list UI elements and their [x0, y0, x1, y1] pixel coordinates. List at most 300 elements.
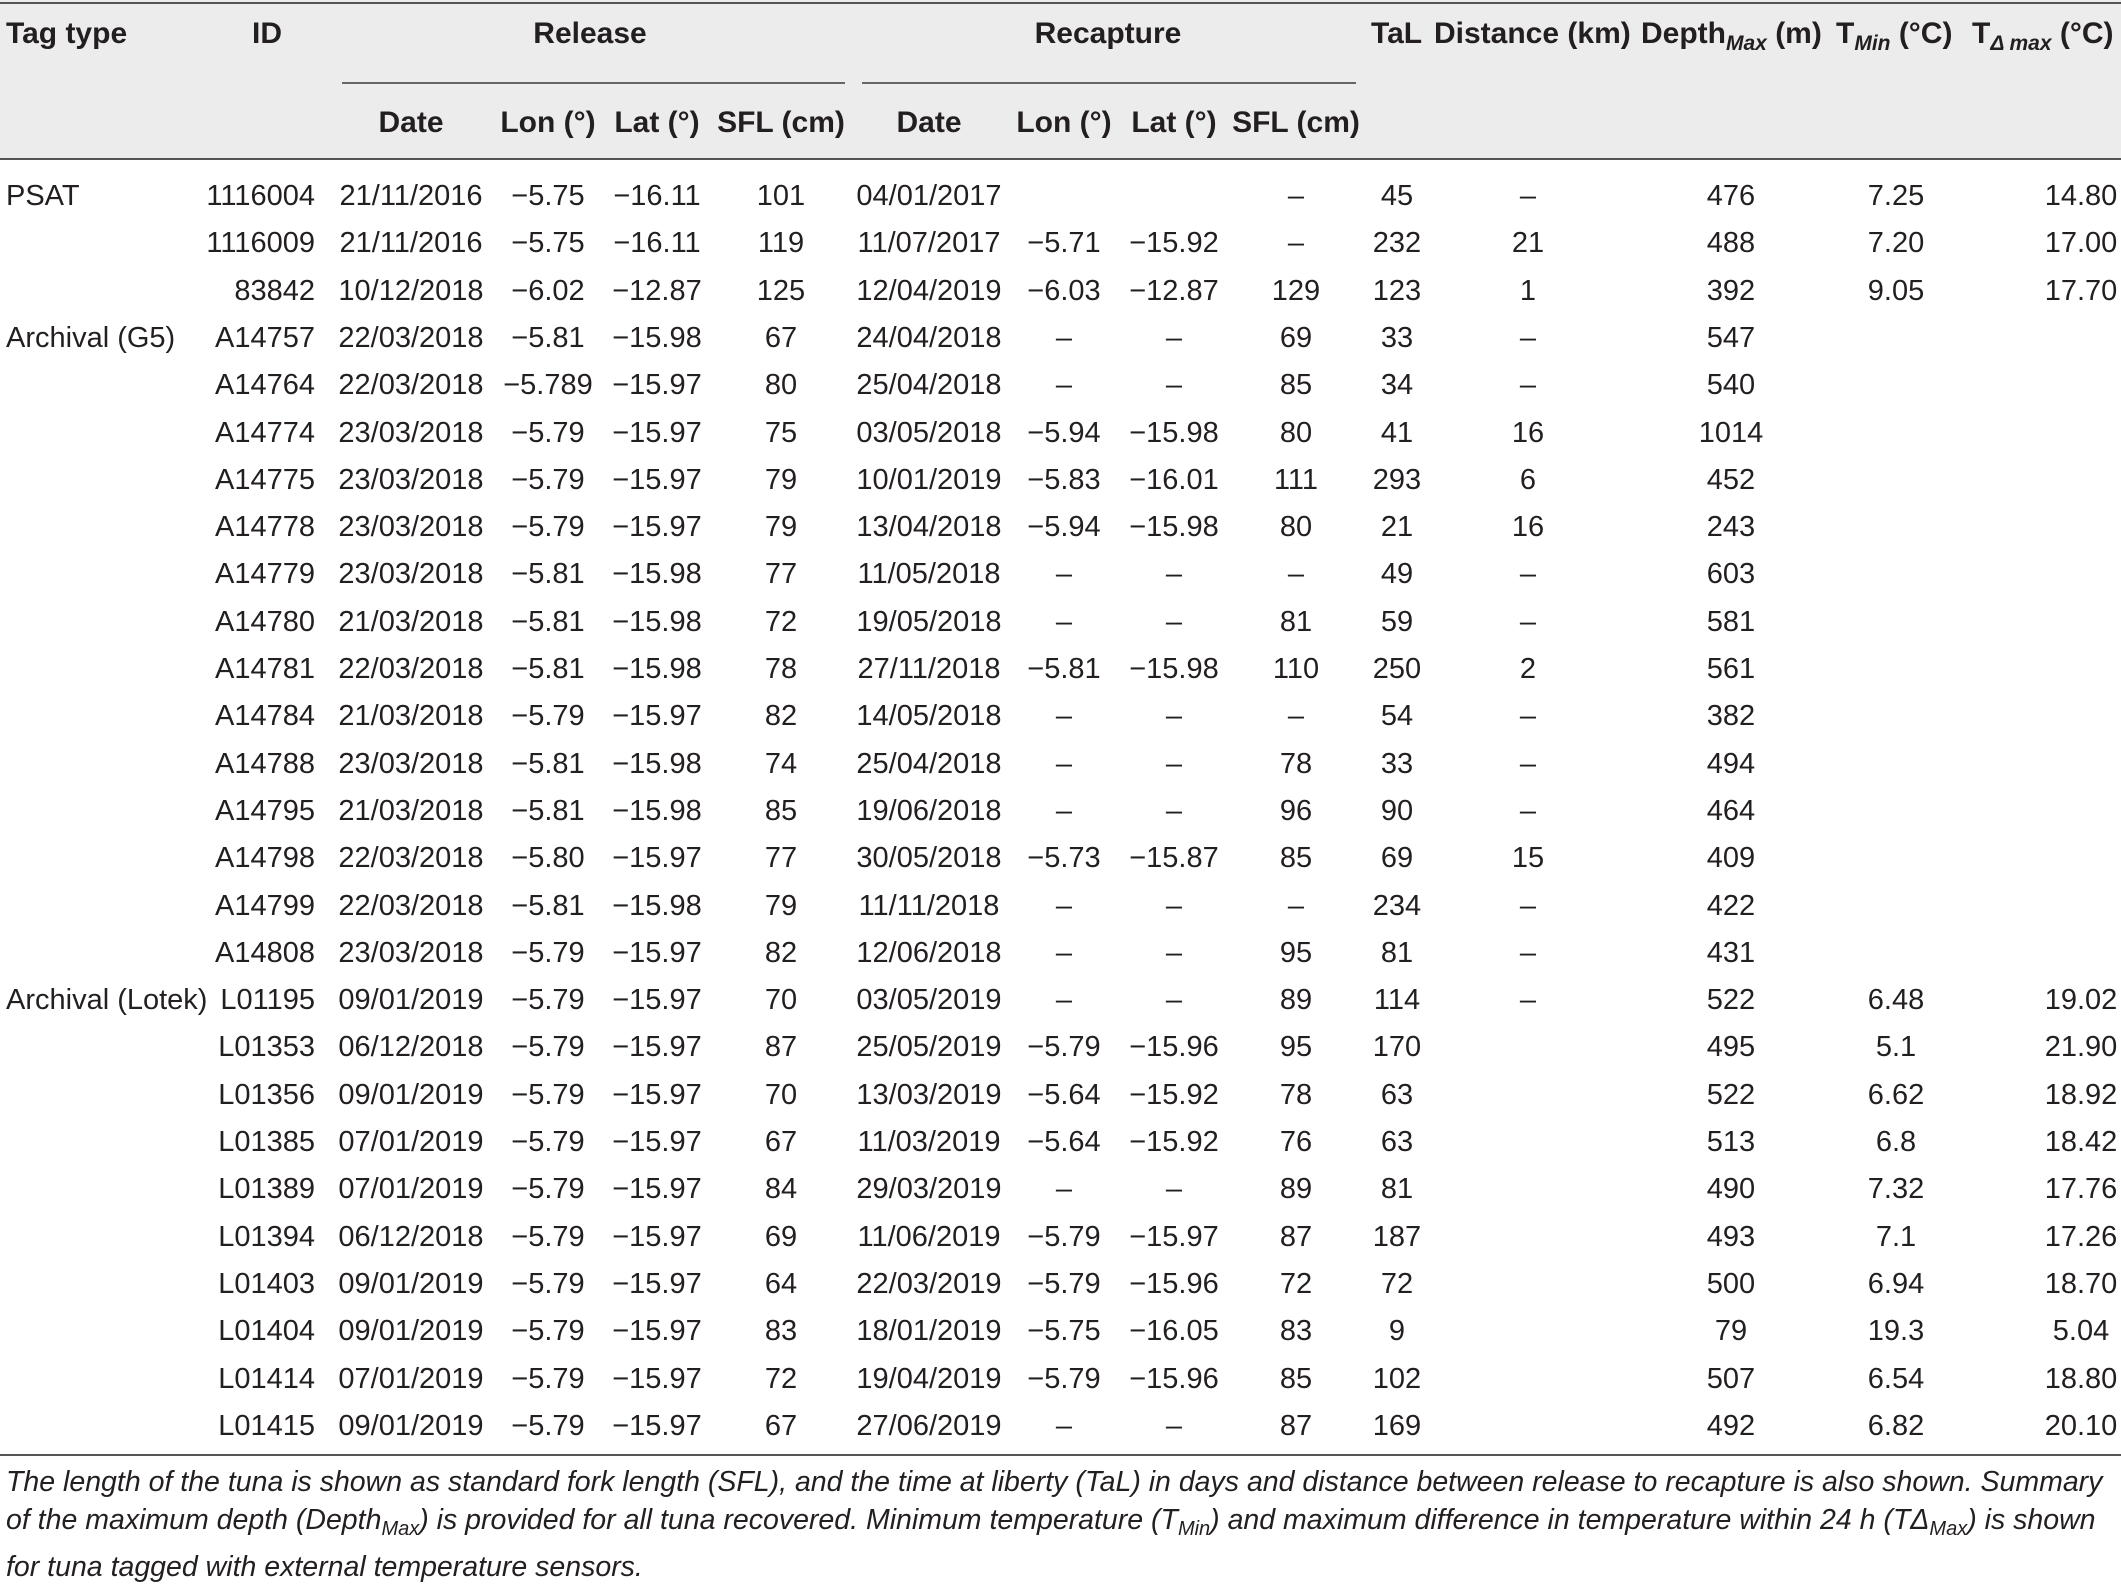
table-row — [0, 976, 2121, 1023]
cell-id: L01195 — [220, 984, 315, 1017]
cell-release-lon: −5.79 — [511, 1220, 585, 1253]
cell-recapture-date: 11/11/2018 — [858, 889, 1000, 922]
cell-tal: 9 — [1388, 1315, 1406, 1348]
table-row — [0, 1165, 2121, 1212]
cell-depth-max: 561 — [1706, 653, 1756, 685]
cell-release-sfl: 79 — [764, 889, 798, 922]
header-release-sfl: SFL (cm) — [717, 106, 845, 139]
cell-tal: 170 — [1372, 1031, 1422, 1064]
cell-depth-max: 547 — [1706, 321, 1756, 354]
cell-recapture-sfl: 80 — [1279, 511, 1313, 544]
cell-recapture-sfl: – — [1287, 700, 1305, 733]
cell-recapture-lon: – — [1055, 321, 1073, 354]
cell-recapture-lon: – — [1055, 369, 1073, 402]
table-row — [0, 1213, 2121, 1260]
cell-release-date: 21/11/2016 — [339, 180, 483, 212]
cell-depth-max: 476 — [1706, 180, 1756, 212]
cell-depth-max: 493 — [1706, 1220, 1756, 1253]
cell-t-delta-max: 17.00 — [2044, 227, 2118, 260]
cell-recapture-sfl: 81 — [1279, 605, 1313, 638]
cell-id: A14775 — [215, 463, 315, 496]
cell-release-sfl: 79 — [764, 463, 798, 496]
cell-recapture-date: 19/05/2018 — [856, 605, 1002, 638]
cell-recapture-date: 29/03/2019 — [856, 1173, 1002, 1206]
cell-release-sfl: 83 — [764, 1315, 798, 1348]
cell-release-sfl: 74 — [764, 747, 798, 780]
cell-recapture-lon: −5.79 — [1027, 1220, 1101, 1253]
cell-release-lon: −5.81 — [511, 794, 585, 827]
cell-recapture-lat: – — [1165, 794, 1183, 827]
cell-recapture-lon: −5.79 — [1027, 1031, 1101, 1064]
cell-release-date: 07/01/2019 — [338, 1362, 484, 1395]
cell-depth-max: 382 — [1706, 700, 1756, 733]
cell-recapture-lon: – — [1055, 1173, 1073, 1206]
cell-release-lat: −15.98 — [612, 653, 702, 685]
cell-recapture-sfl: 80 — [1279, 416, 1313, 449]
cell-recapture-lat: – — [1165, 1409, 1183, 1442]
cell-release-lat: −15.97 — [612, 1078, 702, 1111]
cell-recapture-date: 11/06/2019 — [857, 1220, 1001, 1253]
cell-release-sfl: 82 — [764, 936, 798, 969]
cell-recapture-lon: – — [1055, 747, 1073, 780]
cell-t-min: 19.3 — [1867, 1315, 1925, 1348]
cell-release-sfl: 67 — [764, 1409, 798, 1442]
cell-recapture-sfl: 85 — [1279, 842, 1313, 875]
cell-distance: – — [1519, 558, 1537, 591]
cell-release-lon: −6.02 — [511, 274, 585, 307]
cell-distance: 6 — [1519, 463, 1537, 496]
cell-depth-max: 452 — [1706, 463, 1756, 496]
cell-recapture-lat: – — [1165, 605, 1183, 638]
cell-recapture-sfl: 95 — [1279, 1031, 1313, 1064]
cell-release-lat: −16.11 — [613, 180, 701, 212]
cell-t-min: 7.1 — [1875, 1220, 1917, 1253]
cell-tal: 114 — [1373, 984, 1421, 1017]
cell-release-date: 23/03/2018 — [338, 747, 484, 780]
cell-release-lon: −5.81 — [511, 605, 585, 638]
cell-id: L01394 — [218, 1220, 315, 1253]
cell-release-date: 09/01/2019 — [338, 1078, 484, 1111]
cell-id: A14757 — [215, 321, 315, 354]
cell-distance: 21 — [1511, 227, 1545, 260]
cell-release-lon: −5.79 — [511, 700, 585, 733]
cell-release-lat: −15.97 — [612, 369, 702, 402]
cell-depth-max: 522 — [1706, 984, 1756, 1017]
cell-release-lon: −5.80 — [511, 842, 585, 875]
cell-tal: 169 — [1372, 1409, 1422, 1442]
cell-tal: 187 — [1372, 1220, 1422, 1253]
cell-release-lat: −15.97 — [612, 1173, 702, 1206]
cell-depth-max: 392 — [1706, 274, 1756, 307]
cell-release-lon: −5.81 — [511, 321, 585, 354]
cell-depth-max: 495 — [1706, 1031, 1756, 1064]
cell-t-min: 6.82 — [1867, 1409, 1925, 1442]
cell-release-sfl: 64 — [764, 1267, 798, 1300]
cell-release-lat: −15.97 — [612, 1362, 702, 1395]
cell-tal: 34 — [1380, 369, 1414, 402]
cell-release-sfl: 101 — [756, 180, 806, 212]
cell-release-sfl: 72 — [764, 605, 798, 638]
cell-recapture-sfl: 96 — [1279, 794, 1313, 827]
cell-recapture-lon: −5.71 — [1027, 227, 1101, 260]
table-row — [0, 740, 2121, 787]
header-tag-type: Tag type — [6, 17, 128, 50]
cell-tal: 33 — [1380, 321, 1414, 354]
table-row — [0, 645, 2121, 692]
cell-depth-max: 243 — [1706, 511, 1756, 544]
cell-release-lat: −15.98 — [612, 558, 702, 591]
cell-recapture-lat: −15.96 — [1129, 1267, 1219, 1300]
cell-recapture-date: 11/05/2018 — [857, 558, 1001, 591]
cell-tal: 63 — [1380, 1078, 1414, 1111]
cell-release-sfl: 67 — [764, 1126, 798, 1158]
cell-t-min: 6.54 — [1867, 1362, 1925, 1395]
cell-release-lat: −15.98 — [612, 747, 702, 780]
cell-release-sfl: 87 — [764, 1031, 798, 1064]
cell-tal: 41 — [1380, 416, 1414, 449]
cell-recapture-sfl: – — [1287, 180, 1305, 212]
cell-release-date: 23/03/2018 — [338, 558, 484, 591]
cell-release-sfl: 77 — [764, 842, 798, 875]
cell-t-min: 5.1 — [1875, 1031, 1917, 1064]
cell-release-lat: −15.97 — [612, 463, 702, 496]
cell-release-date: 09/01/2019 — [338, 984, 484, 1017]
header-release-date: Date — [378, 106, 444, 139]
cell-depth-max: 492 — [1706, 1409, 1756, 1442]
cell-tal: 293 — [1372, 463, 1422, 496]
cell-depth-max: 409 — [1706, 842, 1756, 875]
cell-release-lat: −15.97 — [612, 936, 702, 969]
cell-t-min: 6.48 — [1867, 984, 1925, 1017]
cell-release-date: 22/03/2018 — [338, 321, 484, 354]
cell-recapture-sfl: 89 — [1279, 984, 1313, 1017]
cell-recapture-lon: −5.94 — [1027, 416, 1101, 449]
cell-release-lon: −5.79 — [511, 984, 585, 1017]
header-recapture-date: Date — [896, 106, 962, 139]
cell-release-lon: −5.79 — [511, 936, 585, 969]
table-top-rule — [0, 2, 2121, 4]
cell-recapture-lat: – — [1165, 321, 1183, 354]
cell-recapture-lon: – — [1055, 605, 1073, 638]
header-release-lat: Lat (°) — [614, 106, 700, 139]
release-group-rule — [342, 82, 845, 84]
cell-depth-max: 494 — [1706, 747, 1756, 780]
cell-t-delta-max: 18.70 — [2044, 1267, 2118, 1300]
table-footnote: The length of the tuna is shown as standard fork length (SFL), and the time at liberty (TaL) in days and distance between release to recapture is also shown. Summary of the maximum depth (Depth$_{Max}$) is provided for all tuna recovered. Minimum temperature $(T_{Min})$ and maximum difference in temperature within 24 h $(T\Delta_{Max})$ is shown for tuna tagged with external temperature sensors. — [6, 1466, 2103, 1583]
cell-t-min: 7.32 — [1867, 1173, 1925, 1206]
cell-recapture-lat: −15.98 — [1129, 653, 1219, 685]
cell-recapture-sfl: – — [1287, 227, 1305, 260]
cell-depth-max: 522 — [1706, 1078, 1756, 1111]
cell-release-date: 21/03/2018 — [338, 794, 484, 827]
cell-distance: – — [1519, 794, 1537, 827]
cell-id: 83842 — [234, 274, 315, 307]
cell-distance: 1 — [1519, 274, 1537, 307]
cell-id: L01404 — [218, 1315, 315, 1348]
cell-recapture-date: 04/01/2017 — [856, 180, 1002, 212]
cell-recapture-lat: −16.01 — [1129, 463, 1219, 496]
cell-depth-max: 464 — [1706, 794, 1756, 827]
cell-recapture-date: 27/06/2019 — [856, 1409, 1002, 1442]
cell-release-sfl: 119 — [757, 227, 805, 260]
cell-release-sfl: 82 — [764, 700, 798, 733]
cell-recapture-date: 24/04/2018 — [856, 321, 1002, 354]
table-row — [0, 882, 2121, 929]
cell-recapture-lon: – — [1055, 889, 1073, 922]
cell-recapture-sfl: 78 — [1279, 747, 1313, 780]
cell-release-date: 07/01/2019 — [338, 1126, 484, 1158]
cell-t-delta-max: 19.02 — [2044, 984, 2118, 1017]
table-row — [0, 1355, 2121, 1402]
cell-tal: 33 — [1380, 747, 1414, 780]
cell-release-sfl: 70 — [764, 984, 798, 1017]
table-row — [0, 1023, 2121, 1070]
cell-distance: – — [1519, 321, 1537, 354]
cell-id: A14808 — [215, 936, 315, 969]
cell-recapture-date: 12/04/2019 — [856, 274, 1002, 307]
table-row — [0, 1307, 2121, 1354]
cell-release-sfl: 69 — [764, 1220, 798, 1253]
cell-recapture-lon: – — [1055, 700, 1073, 733]
cell-release-lon: −5.79 — [511, 511, 585, 544]
cell-release-date: 09/01/2019 — [338, 1409, 484, 1442]
cell-release-date: 21/03/2018 — [338, 700, 484, 733]
cell-recapture-lat: – — [1165, 558, 1183, 591]
cell-tag-type: Archival (G5) — [6, 321, 176, 354]
cell-recapture-date: 03/05/2018 — [856, 416, 1002, 449]
cell-tal: 234 — [1372, 889, 1422, 922]
cell-recapture-lon: −5.75 — [1027, 1315, 1101, 1348]
cell-recapture-lat: – — [1165, 1173, 1183, 1206]
cell-depth-max: 540 — [1706, 369, 1756, 402]
cell-recapture-lat: – — [1165, 936, 1183, 969]
cell-recapture-lat: −12.87 — [1129, 274, 1219, 307]
cell-release-date: 09/01/2019 — [338, 1315, 484, 1348]
cell-id: 1116004 — [206, 180, 315, 212]
header-distance: Distance (km) — [1434, 17, 1631, 50]
cell-tal: 69 — [1380, 842, 1414, 875]
cell-recapture-sfl: 85 — [1279, 369, 1313, 402]
cell-release-sfl: 72 — [764, 1362, 798, 1395]
cell-release-sfl: 77 — [764, 558, 798, 591]
cell-recapture-sfl: 83 — [1279, 1315, 1313, 1348]
cell-release-sfl: 125 — [756, 274, 806, 307]
header-recapture-lon: Lon (°) — [1016, 106, 1112, 139]
cell-t-delta-max: 21.90 — [2044, 1031, 2118, 1064]
cell-recapture-sfl: 129 — [1271, 274, 1321, 307]
cell-release-lat: −15.97 — [612, 511, 702, 544]
cell-release-lon: −5.81 — [511, 747, 585, 780]
header-release-group: Release — [533, 17, 647, 50]
table-row — [0, 929, 2121, 976]
cell-depth-max: 581 — [1706, 605, 1756, 638]
cell-distance: – — [1519, 936, 1537, 969]
table-row — [0, 219, 2121, 266]
cell-tal: 49 — [1380, 558, 1414, 591]
cell-release-lat: −12.87 — [612, 274, 702, 307]
cell-t-delta-max: 14.80 — [2044, 180, 2118, 212]
table-row — [0, 503, 2121, 550]
cell-tal: 81 — [1380, 1173, 1414, 1206]
cell-id: A14780 — [215, 605, 315, 638]
cell-recapture-date: 22/03/2019 — [856, 1267, 1002, 1300]
cell-tal: 90 — [1380, 794, 1414, 827]
cell-release-lon: −5.81 — [511, 653, 585, 685]
cell-release-date: 06/12/2018 — [338, 1220, 484, 1253]
cell-release-lat: −15.97 — [612, 416, 702, 449]
cell-id: A14798 — [215, 842, 315, 875]
table-row — [0, 1402, 2121, 1449]
cell-recapture-date: 25/04/2018 — [856, 369, 1002, 402]
cell-recapture-lat: – — [1165, 700, 1183, 733]
cell-recapture-sfl: 87 — [1279, 1220, 1313, 1253]
cell-t-min: 6.8 — [1875, 1126, 1917, 1158]
cell-recapture-date: 14/05/2018 — [856, 700, 1002, 733]
table-row — [0, 172, 2121, 219]
cell-release-lon: −5.79 — [511, 1267, 585, 1300]
cell-recapture-lon: −5.94 — [1027, 511, 1101, 544]
cell-distance: – — [1519, 369, 1537, 402]
cell-recapture-lat: −15.87 — [1129, 842, 1219, 875]
cell-id: L01353 — [218, 1031, 315, 1064]
cell-release-lat: −15.97 — [612, 1409, 702, 1442]
cell-recapture-sfl: 110 — [1272, 653, 1320, 685]
cell-tal: 232 — [1372, 227, 1422, 260]
cell-recapture-lon: – — [1055, 1409, 1073, 1442]
table-row — [0, 692, 2121, 739]
table-row — [0, 361, 2121, 408]
cell-recapture-date: 30/05/2018 — [856, 842, 1002, 875]
cell-release-date: 09/01/2019 — [338, 1267, 484, 1300]
cell-id: L01403 — [218, 1267, 315, 1300]
cell-release-lat: −15.98 — [612, 889, 702, 922]
cell-release-sfl: 85 — [764, 794, 798, 827]
table-row — [0, 1260, 2121, 1307]
cell-release-lat: −15.97 — [612, 842, 702, 875]
cell-release-date: 23/03/2018 — [338, 463, 484, 496]
cell-release-lat: −15.97 — [612, 1267, 702, 1300]
table-header-rule — [0, 158, 2121, 160]
cell-depth-max: 422 — [1706, 889, 1756, 922]
cell-distance: – — [1519, 605, 1537, 638]
header-release-lon: Lon (°) — [500, 106, 596, 139]
cell-recapture-sfl: – — [1287, 558, 1305, 591]
cell-release-date: 07/01/2019 — [338, 1173, 484, 1206]
cell-release-lon: −5.81 — [511, 558, 585, 591]
cell-id: A14784 — [215, 700, 315, 733]
cell-recapture-sfl: – — [1287, 889, 1305, 922]
cell-recapture-sfl: 76 — [1279, 1126, 1313, 1158]
cell-recapture-sfl: 89 — [1279, 1173, 1313, 1206]
table-row — [0, 1071, 2121, 1118]
cell-release-lon: −5.79 — [511, 463, 585, 496]
cell-release-lon: −5.79 — [511, 1173, 585, 1206]
cell-release-date: 22/03/2018 — [338, 369, 484, 402]
cell-tal: 81 — [1380, 936, 1414, 969]
cell-release-sfl: 75 — [764, 416, 798, 449]
cell-release-date: 22/03/2018 — [338, 653, 484, 685]
cell-t-delta-max: 5.04 — [2052, 1315, 2110, 1348]
cell-release-lon: −5.79 — [511, 1031, 585, 1064]
recapture-group-rule — [862, 82, 1356, 84]
cell-id: A14774 — [215, 416, 315, 449]
header-recapture-group: Recapture — [1034, 17, 1182, 50]
cell-recapture-lat: −15.98 — [1129, 511, 1219, 544]
table-bottom-rule — [0, 1454, 2121, 1456]
cell-recapture-sfl: 72 — [1279, 1267, 1313, 1300]
cell-id: 1116009 — [206, 227, 315, 260]
cell-recapture-lon: – — [1055, 984, 1073, 1017]
cell-tal: 63 — [1380, 1126, 1414, 1158]
table-row — [0, 456, 2121, 503]
cell-release-sfl: 79 — [764, 511, 798, 544]
cell-t-delta-max: 17.26 — [2044, 1220, 2118, 1253]
cell-release-lat: −15.97 — [612, 700, 702, 733]
cell-recapture-date: 18/01/2019 — [856, 1315, 1002, 1348]
cell-release-lon: −5.79 — [511, 1315, 585, 1348]
cell-recapture-date: 19/06/2018 — [856, 794, 1002, 827]
cell-recapture-lon: −5.83 — [1027, 463, 1101, 496]
cell-depth-max: 603 — [1706, 558, 1756, 591]
cell-tal: 45 — [1380, 180, 1414, 212]
cell-release-lat: −15.97 — [612, 1315, 702, 1348]
cell-release-date: 23/03/2018 — [338, 416, 484, 449]
cell-tag-type: PSAT — [6, 180, 80, 212]
cell-release-sfl: 80 — [764, 369, 798, 402]
cell-recapture-lat: – — [1165, 369, 1183, 402]
cell-recapture-date: 11/03/2019 — [857, 1126, 1001, 1158]
cell-depth-max: 488 — [1706, 227, 1756, 260]
cell-release-sfl: 84 — [764, 1173, 798, 1206]
cell-recapture-sfl: 111 — [1273, 463, 1319, 496]
cell-release-sfl: 67 — [764, 321, 798, 354]
cell-release-sfl: 70 — [764, 1078, 798, 1111]
cell-recapture-date: 13/03/2019 — [856, 1078, 1002, 1111]
cell-recapture-lat: −15.98 — [1129, 416, 1219, 449]
cell-recapture-date: 25/05/2019 — [856, 1031, 1002, 1064]
cell-depth-max: 79 — [1714, 1315, 1748, 1348]
cell-id: A14795 — [215, 794, 315, 827]
cell-tal: 123 — [1372, 274, 1422, 307]
cell-t-delta-max: 17.76 — [2044, 1173, 2118, 1206]
header-depth-max: Depth$_{Max}$ (m) — [1641, 17, 1822, 55]
cell-release-lon: −5.79 — [511, 1126, 585, 1158]
cell-release-date: 10/12/2018 — [338, 274, 484, 307]
cell-recapture-lon: −5.79 — [1027, 1267, 1101, 1300]
cell-release-lat: −15.97 — [612, 984, 702, 1017]
cell-release-lat: −15.97 — [612, 1031, 702, 1064]
cell-tal: 21 — [1380, 511, 1414, 544]
cell-depth-max: 507 — [1706, 1362, 1756, 1395]
cell-release-lat: −15.97 — [612, 1126, 702, 1158]
cell-recapture-lat: – — [1165, 984, 1183, 1017]
cell-recapture-date: 25/04/2018 — [856, 747, 1002, 780]
table-row — [0, 1118, 2121, 1165]
cell-distance: 16 — [1511, 416, 1545, 449]
cell-recapture-lon: −6.03 — [1027, 274, 1101, 307]
table-row — [0, 550, 2121, 597]
header-recapture-sfl: SFL (cm) — [1232, 106, 1360, 139]
cell-release-date: 21/03/2018 — [338, 605, 484, 638]
cell-t-delta-max: 18.80 — [2044, 1362, 2118, 1395]
cell-recapture-lon: – — [1055, 936, 1073, 969]
cell-release-lon: −5.75 — [511, 227, 585, 260]
cell-id: A14781 — [215, 653, 315, 685]
header-t-delta-max: $T_{\Delta max}$ (°C) — [1972, 17, 2114, 55]
cell-recapture-sfl: 85 — [1279, 1362, 1313, 1395]
cell-recapture-lon: −5.64 — [1027, 1078, 1101, 1111]
cell-distance: – — [1519, 889, 1537, 922]
